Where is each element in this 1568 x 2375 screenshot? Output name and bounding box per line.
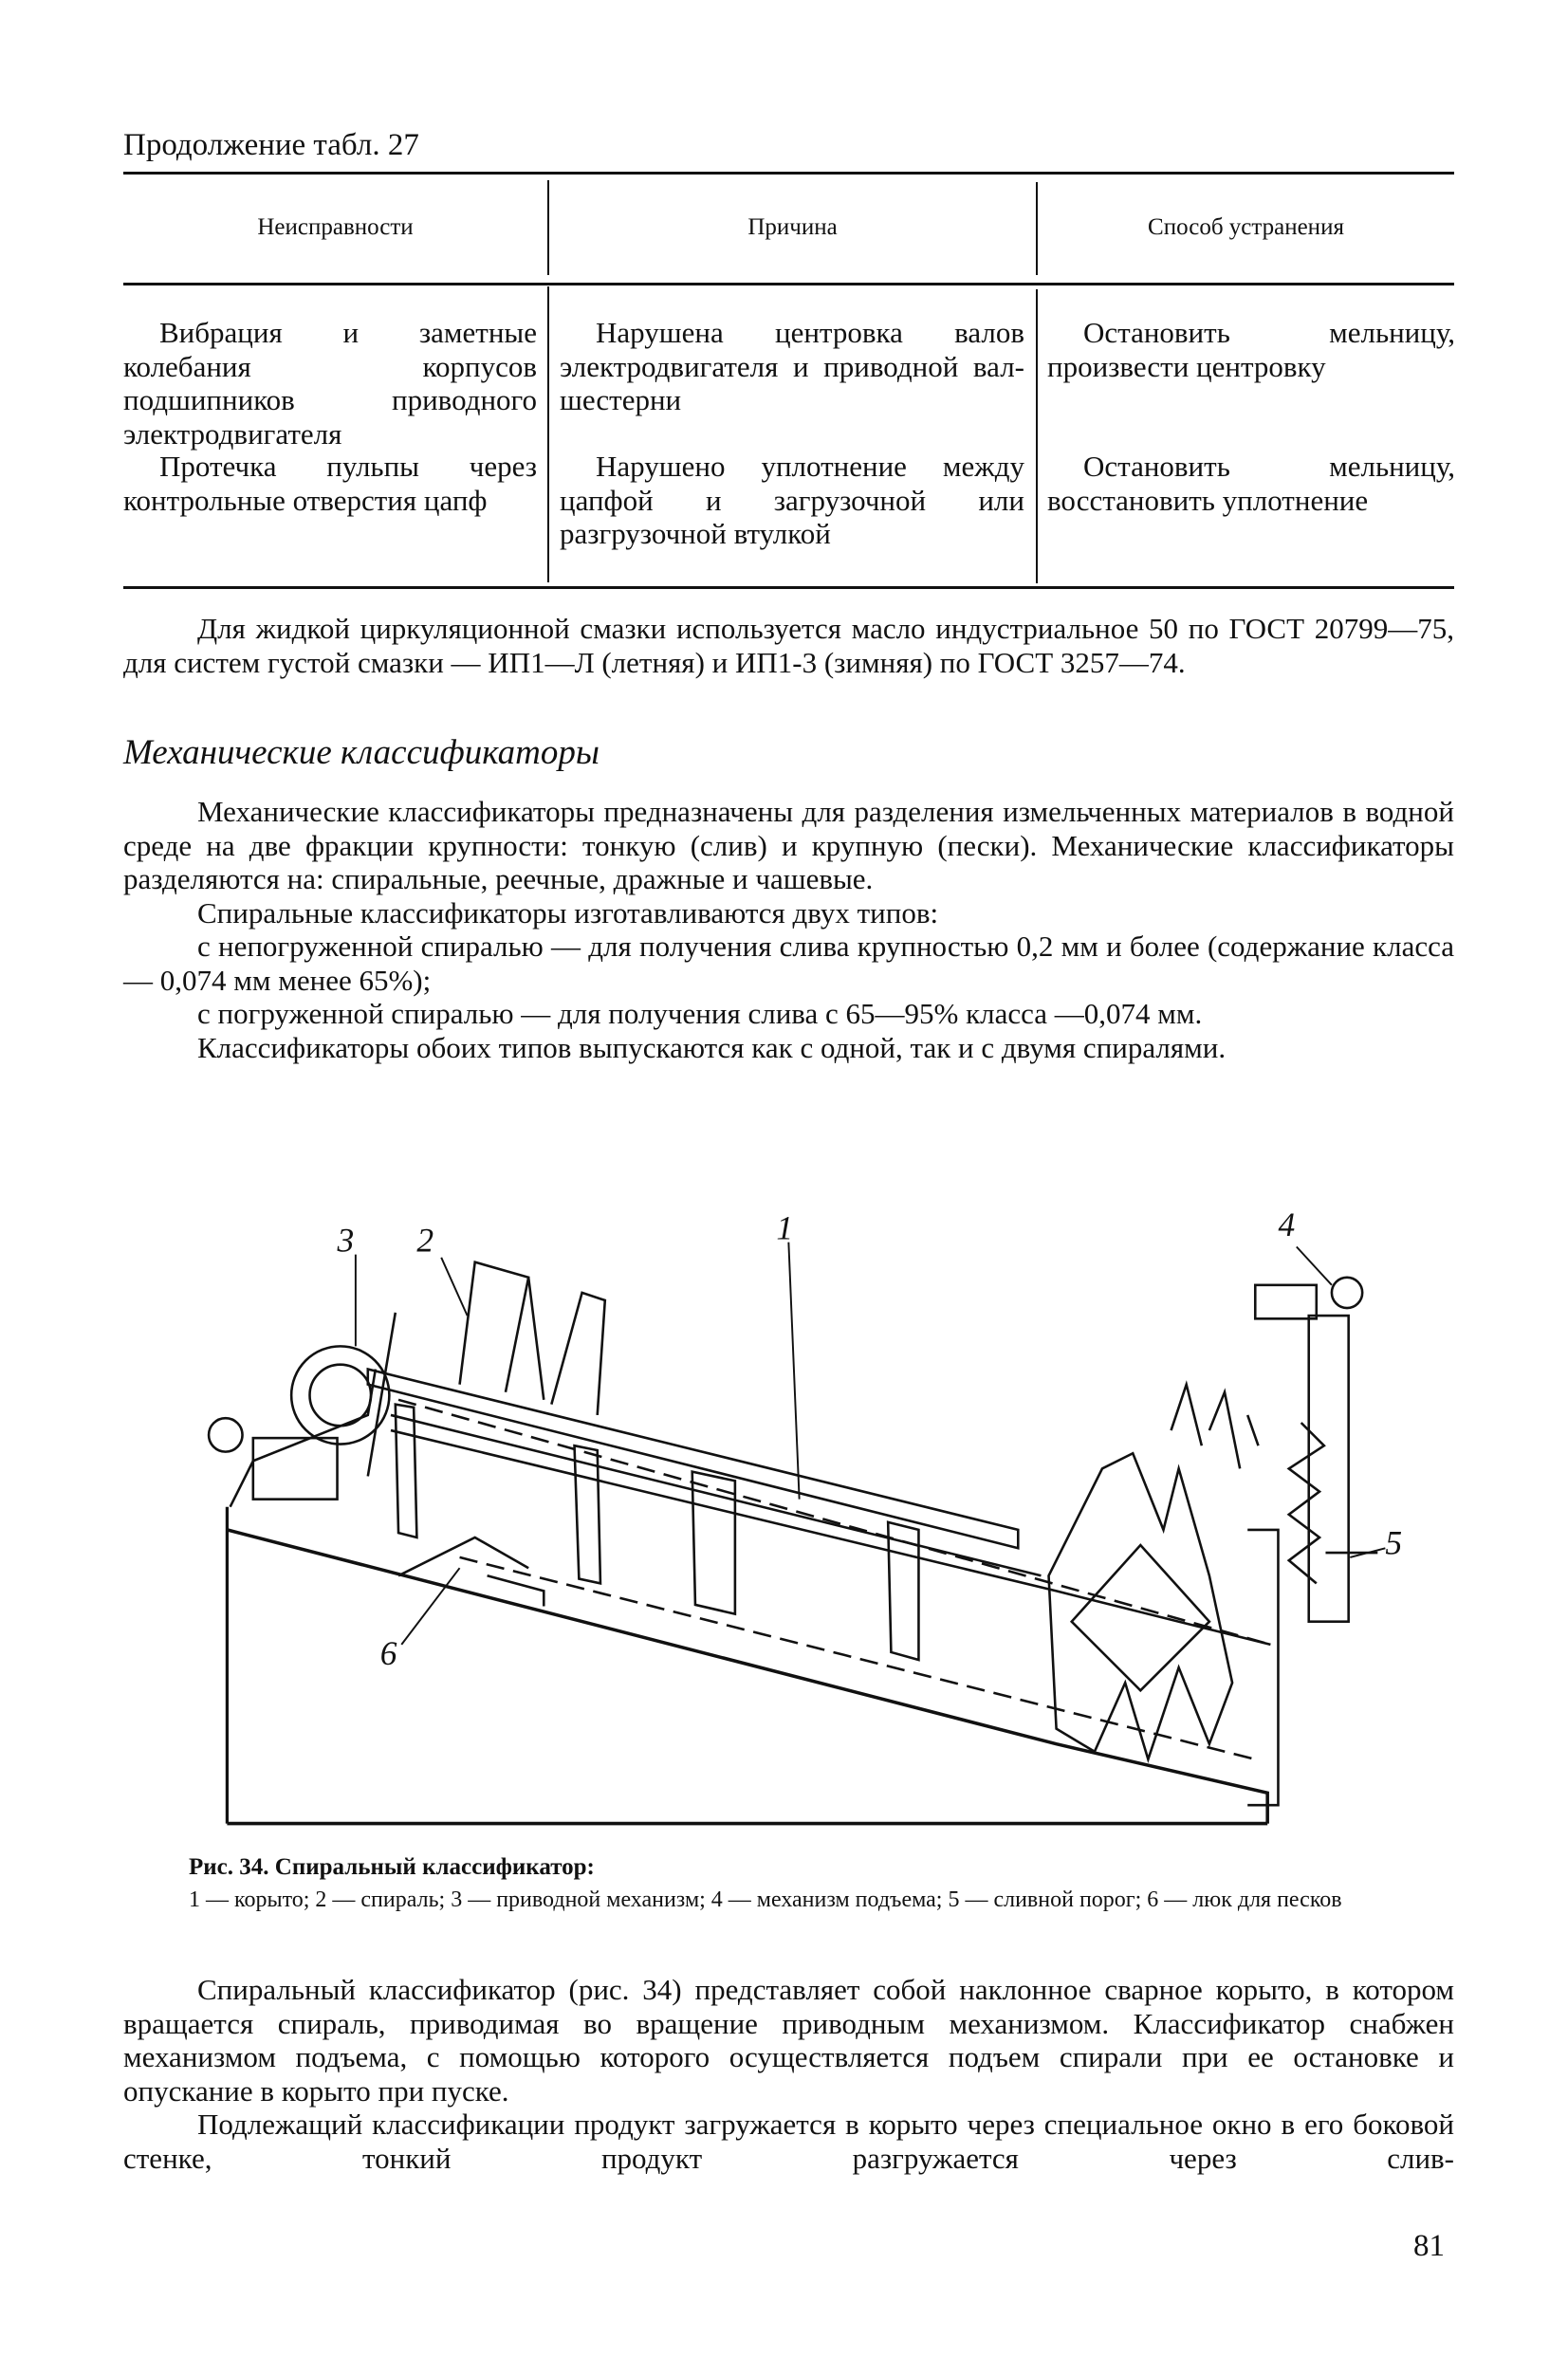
table-header-rule <box>123 283 1454 285</box>
table-bottom-rule <box>123 586 1454 589</box>
trough-bottom <box>227 1530 1267 1824</box>
paragraph: Спиральные классификаторы изготавливаются двух типов: <box>197 895 939 930</box>
table-continuation-label: Продолжение табл. 27 <box>123 128 419 162</box>
sand-hatch <box>398 1537 528 1575</box>
cell-remedy: Остановить мельницу, произвести центровку <box>1047 316 1455 383</box>
figure-caption-legend: 1 — корыто; 2 — спираль; 3 — приводной механизм; 4 — механизм подъема; 5 — сливной порог; 6 — люк для песков <box>189 1887 1342 1912</box>
section-body-continued <box>123 1973 1454 2175</box>
spiral-classifier-figure <box>0 1186 1568 1850</box>
header-faults: Неисправности <box>257 214 414 240</box>
figure-label-6: 6 <box>379 1633 397 1672</box>
column-divider <box>1036 289 1038 583</box>
cell-cause: Нарушено уплотнение между цапфой и загрузочной или разгрузочной втулкой <box>560 450 1024 550</box>
figure-label-5: 5 <box>1385 1523 1403 1562</box>
cell-cause: Нарушена центровка валов электродвигателя и приводной вал-шестерни <box>560 316 1024 416</box>
paragraph: Подлежащий классификации продукт загружается в корыто через специальное окно в его боковой стенке, тонкий продукт разгружается через слив- <box>123 2108 1454 2175</box>
figure-label-4: 4 <box>1278 1206 1296 1244</box>
cell-fault: Вибрация и заметные колебания корпусов подшипников приводного электродвигателя <box>123 316 537 451</box>
page-number: 81 <box>1413 2229 1445 2263</box>
header-cause: Причина <box>747 214 838 240</box>
figure-label-2: 2 <box>416 1221 434 1260</box>
figure-label-3: 3 <box>337 1221 355 1260</box>
cell-fault: Протечка пульпы через контрольные отверстия цапф <box>123 450 537 517</box>
paragraph: с непогруженной спиралью — для получения слива крупностью 0,2 мм и более (содержание класса — 0,074 мм менее 65%); <box>123 930 1454 997</box>
paragraph: с погруженной спиралью — для получения слива с 65—95% класса —0,074 мм. <box>197 997 1203 1030</box>
header-remedy: Способ устранения <box>1148 214 1344 240</box>
column-divider <box>547 286 549 582</box>
section-body <box>123 795 1454 1064</box>
paragraph: Спиральный классификатор (рис. 34) представляет собой наклонное сварное корыто, в котором вращается спираль, приводимая во вращение приводным механизмом. Классификатор снабжен механизмом подъема, с помощью которого осуществляется подъем спирали при ее остановке и опускание в корыто при пуске. <box>123 1973 1454 2108</box>
figure-caption-title: Рис. 34. Спиральный классификатор: <box>189 1854 595 1880</box>
section-heading: Механические классификаторы <box>123 733 600 772</box>
paragraph: Механические классификаторы предназначены для разделения измельченных материалов в водной среде на две фракции крупности: тонкую (слив) и крупную (пески). Механические классификаторы разделяются на: спиральные, реечные, дражные и чашевые. <box>123 795 1454 895</box>
cell-remedy: Остановить мельницу, восстановить уплотнение <box>1047 450 1455 517</box>
drive-mechanism <box>209 1313 396 1500</box>
paragraph: Классификаторы обоих типов выпускаются как с одной, так и с двумя спиралями. <box>197 1030 1227 1064</box>
paragraph-lubrication: Для жидкой циркуляционной смазки используется масло индустриальное 50 по ГОСТ 20799—75, для систем густой смазки — ИП1—Л (летняя) и ИП1-3 (зимняя) по ГОСТ 3257—74. <box>123 612 1454 679</box>
figure-label-1: 1 <box>776 1208 794 1247</box>
table-top-rule <box>123 172 1454 175</box>
lift-mechanism <box>1247 1278 1377 1805</box>
